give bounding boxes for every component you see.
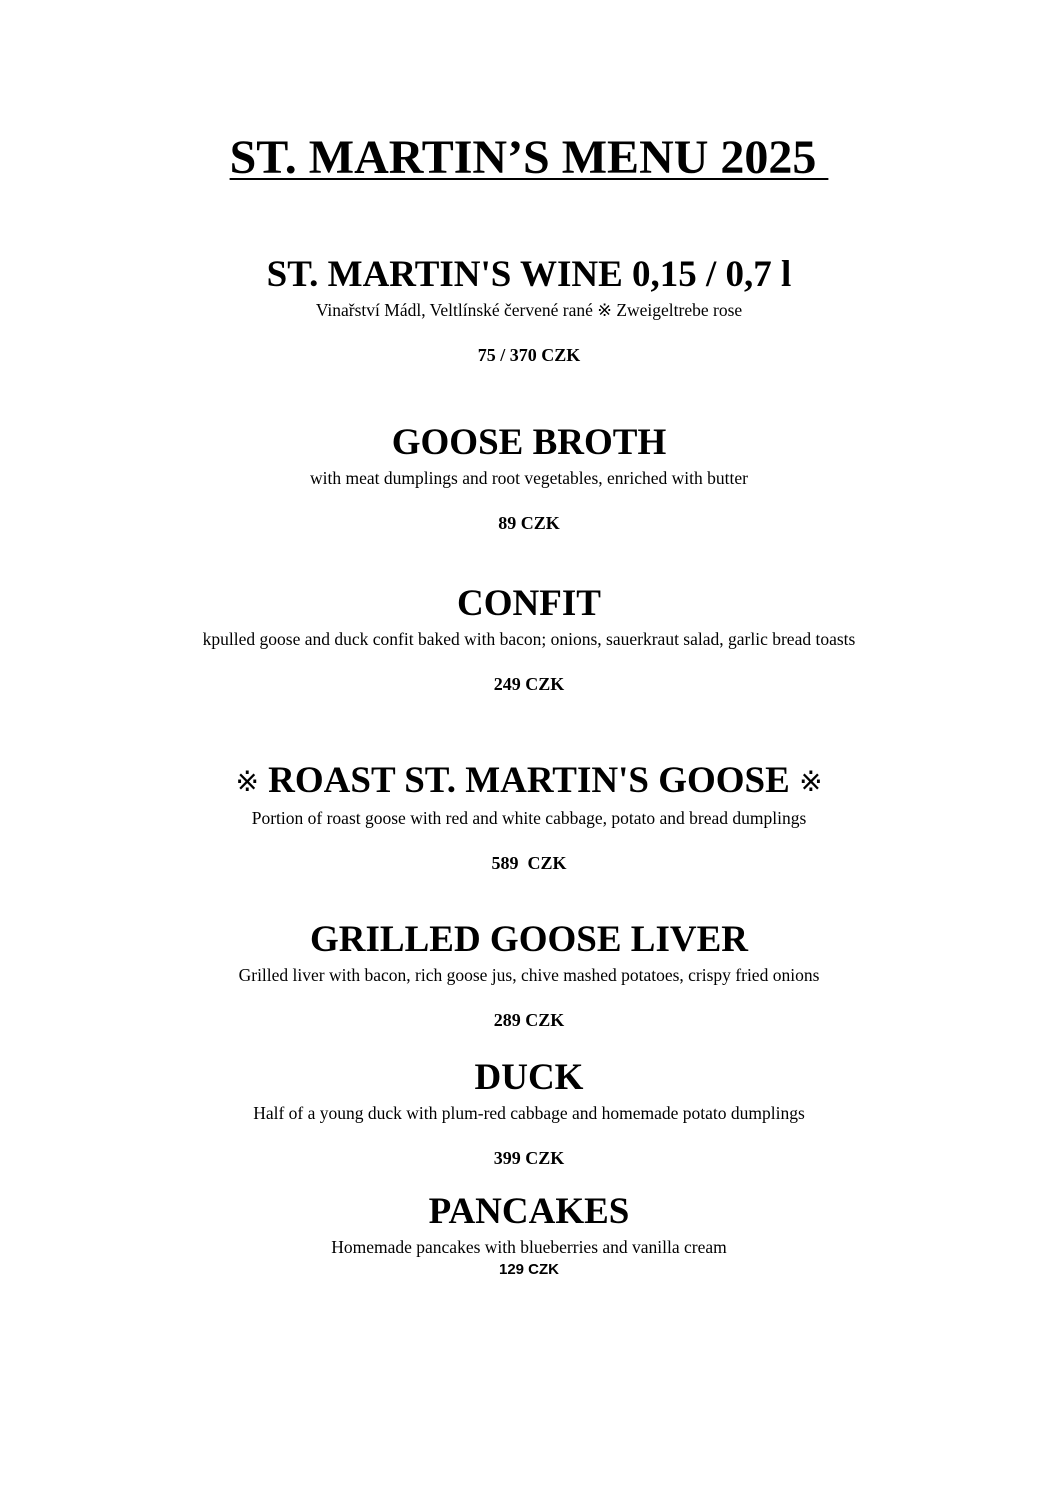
menu-item-name-text: ROAST ST. MARTIN'S GOOSE	[268, 760, 790, 801]
menu-item-duck	[0, 1056, 1058, 1169]
menu-item-wine	[0, 253, 1058, 366]
menu-item-description: Half of a young duck with plum-red cabbage and homemade potato dumplings	[253, 1103, 805, 1123]
menu-item-goose-liver	[0, 918, 1058, 1031]
menu-item-name	[0, 759, 1058, 805]
menu-item-price: 589 CZK	[491, 853, 567, 873]
menu-item-name: GRILLED GOOSE LIVER	[310, 919, 748, 960]
menu-item-name: GOOSE BROTH	[391, 422, 667, 463]
menu-item-roast-goose	[0, 759, 1058, 874]
menu-item-description: Portion of roast goose with red and white cabbage, potato and bread dumplings	[251, 808, 807, 828]
reference-mark-icon: ※	[799, 767, 823, 798]
menu-item-pancakes	[0, 1190, 1058, 1280]
menu-item-price: 89 CZK	[498, 513, 560, 533]
page-title: ST. MARTIN’S MENU 2025	[229, 131, 829, 184]
menu-item-name: DUCK	[474, 1057, 584, 1098]
menu-item-price: 289 CZK	[493, 1010, 565, 1030]
menu-item-description: kpulled goose and duck confit baked with bacon; onions, sauerkraut salad, garlic bread toasts	[202, 629, 856, 649]
menu-item-description: Grilled liver with bacon, rich goose jus, chive mashed potatoes, crispy fried onions	[238, 965, 820, 985]
menu-item-price: 75 / 370 CZK	[477, 345, 581, 365]
menu-item-name: PANCAKES	[428, 1191, 630, 1232]
menu-item-price: 399 CZK	[493, 1148, 565, 1168]
menu-item-price: 129 CZK	[498, 1261, 560, 1278]
menu-item-name: CONFIT	[457, 583, 601, 624]
menu-item-description: with meat dumplings and root vegetables, enriched with butter	[310, 468, 748, 488]
menu-item-description: Homemade pancakes with blueberries and vanilla cream	[331, 1237, 727, 1257]
menu-item-confit	[0, 582, 1058, 695]
menu-item-price: 249 CZK	[493, 674, 565, 694]
menu-item-goose-broth	[0, 421, 1058, 534]
reference-mark-icon: ※	[235, 767, 259, 798]
menu-item-name: ST. MARTIN'S WINE 0,15 / 0,7 l	[266, 254, 792, 295]
menu-item-description: Vinařství Mádl, Veltlínské červené rané ※ Zweigeltrebe rose	[315, 300, 743, 320]
